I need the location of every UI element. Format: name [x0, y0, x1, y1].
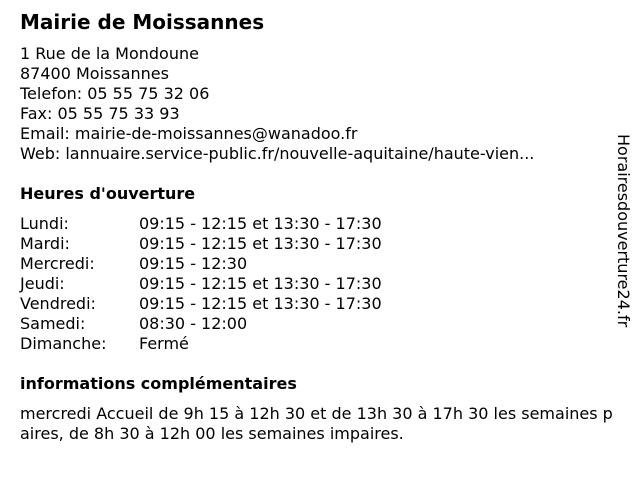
day-label: Dimanche: — [20, 334, 107, 353]
hours-row-tuesday — [20, 234, 382, 254]
time-value: 09:15 - 12:15 et 13:30 - 17:30 — [139, 214, 382, 233]
time-value: Fermé — [139, 334, 189, 353]
info-heading: informations complémentaires — [20, 374, 297, 393]
page-title: Mairie de Moissannes — [20, 10, 265, 34]
day-label: Mardi: — [20, 234, 70, 253]
info-text: mercredi Accueil de 9h 15 à 12h 30 et de 13h 30 à 17h 30 les semaines paires, de 8h 30 à 12h 00 les semaines impaires. — [20, 404, 613, 443]
hours-row-monday — [20, 214, 382, 234]
day-label: Samedi: — [20, 314, 86, 333]
hours-table — [20, 214, 382, 354]
fax-number: Fax: 05 55 75 33 93 — [20, 104, 180, 123]
day-label: Mercredi: — [20, 254, 95, 273]
email-address: Email: mairie-de-moissannes@wanadoo.fr — [20, 124, 358, 143]
time-value: 09:15 - 12:15 et 13:30 - 17:30 — [139, 234, 382, 253]
hours-row-sunday — [20, 334, 382, 354]
time-value: 09:15 - 12:15 et 13:30 - 17:30 — [139, 294, 382, 313]
watermark-text: Horairesdouverture24.fr — [614, 134, 633, 328]
day-label: Jeudi: — [20, 274, 65, 293]
day-label: Lundi: — [20, 214, 69, 233]
hours-row-friday — [20, 294, 382, 314]
time-value: 09:15 - 12:30 — [139, 254, 248, 273]
city-address: 87400 Moissannes — [20, 64, 169, 83]
street-address: 1 Rue de la Mondoune — [20, 44, 199, 63]
time-value: 08:30 - 12:00 — [139, 314, 248, 333]
day-label: Vendredi: — [20, 294, 96, 313]
hours-row-wednesday — [20, 254, 382, 274]
contact-block — [20, 44, 534, 164]
website-link: Web: lannuaire.service-public.fr/nouvelle-aquitaine/haute-vien... — [20, 144, 535, 163]
watermark — [612, 134, 634, 370]
time-value: 09:15 - 12:15 et 13:30 - 17:30 — [139, 274, 382, 293]
phone-number: Telefon: 05 55 75 32 06 — [20, 84, 210, 103]
hours-heading: Heures d'ouverture — [20, 184, 196, 203]
hours-row-saturday — [20, 314, 382, 334]
hours-row-thursday — [20, 274, 382, 294]
